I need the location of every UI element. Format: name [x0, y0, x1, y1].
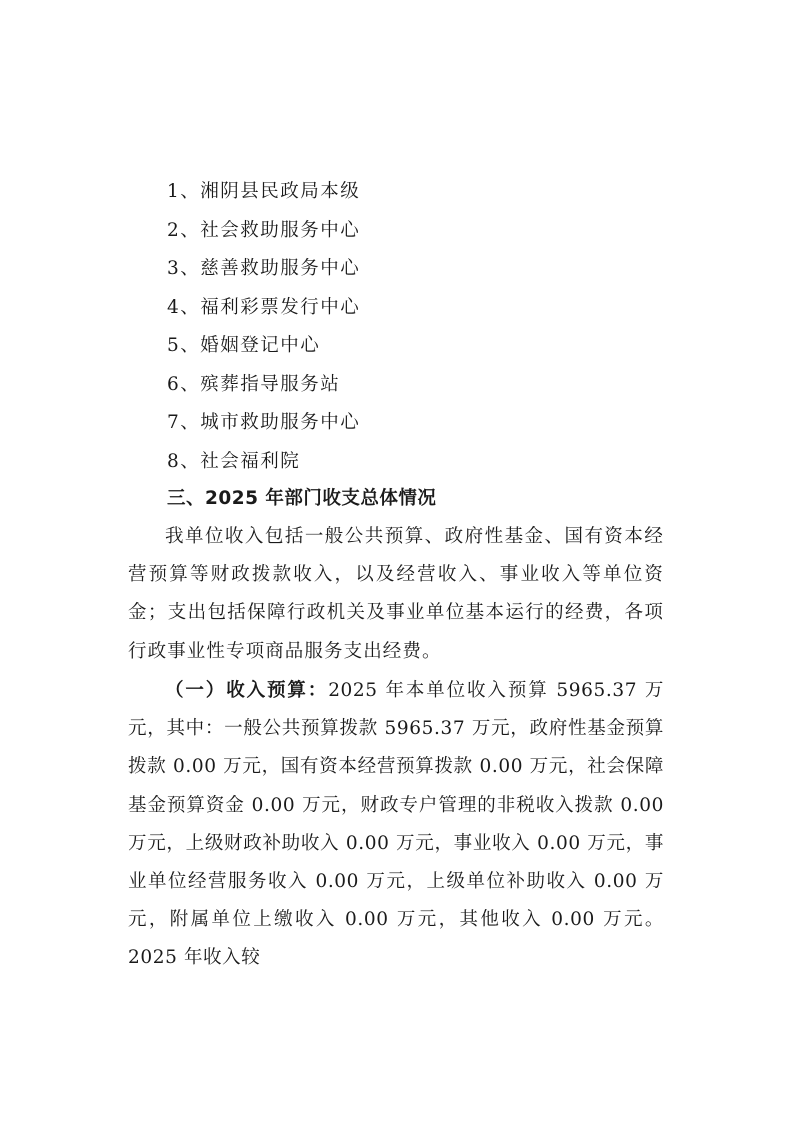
income-budget-lead: （一）收入预算：: [165, 680, 329, 701]
overview-paragraph: 我单位收入包括一般公共预算、政府性基金、国有资本经营预算等财政拨款收入，以及经营收入、事业收入等单位资金；支出包括保障行政机关及事业单位基本运行的经费，各项行政事业性专项商品服务支出经费。: [128, 526, 664, 662]
list-item: 6、殡葬指导服务站: [167, 373, 341, 395]
list-item: 3、慈善救助服务中心: [167, 258, 361, 279]
income-budget-paragraph: [128, 672, 664, 978]
subordinate-units-list: [167, 173, 360, 481]
list-item: 4、福利彩票发行中心: [167, 296, 361, 318]
list-item: 2、社会救助服务中心: [167, 219, 361, 241]
section-heading: 三、2025 年部门收支总体情况: [167, 488, 437, 509]
list-item: 8、社会福利院: [167, 450, 301, 472]
list-item: 7、城市救助服务中心: [167, 412, 361, 433]
list-item: 1、湘阴县民政局本级: [167, 181, 361, 202]
list-item: 5、婚姻登记中心: [167, 335, 321, 356]
income-budget-text: 2025 年本单位收入预算 5965.37 万元，其中：一般公共预算拨款 5965.37 万元，政府性基金预算拨款 0.00 万元，国有资本经营预算拨款 0.00 万元，社会保障基金预算资金 0.00 万元，财政专户管理的非税收入拨款 0.00 万元，上级财政补助收入 0.00 万元，事业收入 0.00 万元，事业单位经营服务收入 0.00 万元，上级单位补助收入 0.00 万元，附属单位上缴收入 0.00 万元，其他收入 0.00 万元。2025 年收入较: [128, 680, 664, 969]
